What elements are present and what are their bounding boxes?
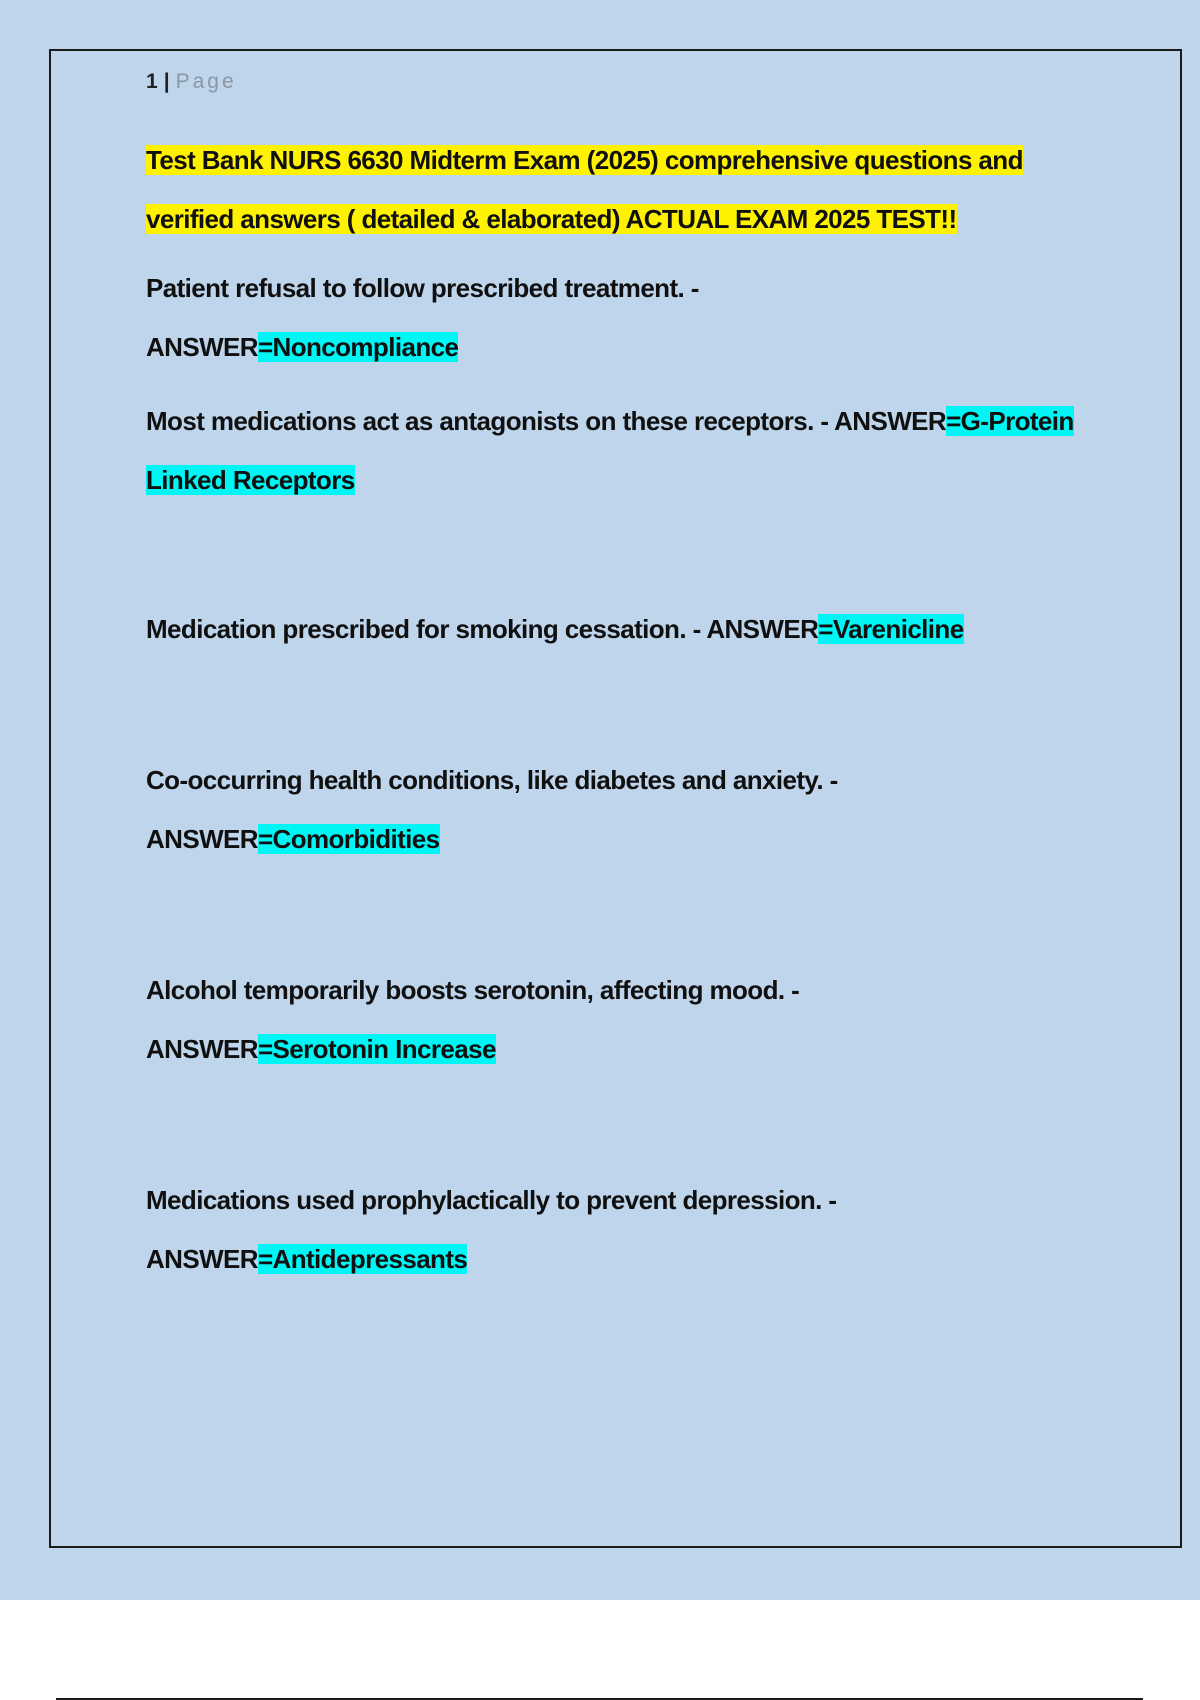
page-number: 1 — [146, 70, 158, 93]
answer-text: =Noncompliance — [257, 332, 459, 362]
answer-prefix: ANSWER — [706, 614, 819, 644]
question-text: Most medications act as antagonists on these receptors. - — [146, 406, 829, 436]
answer-text: =Antidepressants — [257, 1244, 468, 1274]
question-text: Alcohol temporarily boosts serotonin, affecting mood. - — [146, 975, 800, 1005]
question-text: Patient refusal to follow prescribed treatment. - — [146, 273, 699, 303]
document-title — [146, 131, 1090, 249]
answer-text: =Varenicline — [818, 614, 964, 644]
qa-item-3 — [146, 600, 1090, 659]
answer-text: =G-Protein Linked Receptors — [146, 406, 1074, 495]
answer-text: =Serotonin Increase — [257, 1034, 496, 1064]
qa-item-2 — [146, 392, 1090, 510]
answer-prefix: ANSWER — [146, 1034, 258, 1064]
qa-item-5 — [146, 961, 1090, 1079]
question-text: Medication prescribed for smoking cessation. - — [146, 614, 701, 644]
page-header — [146, 70, 1090, 103]
title-highlight: Test Bank NURS 6630 Midterm Exam (2025) comprehensive questions and verified answers ( detailed & elaborated) ACTUAL EXAM 2025 TEST!! — [146, 145, 1023, 234]
answer-prefix: ANSWER — [834, 406, 947, 436]
answer-prefix: ANSWER — [146, 824, 258, 854]
question-text: Medications used prophylactically to prevent depression. - — [146, 1185, 837, 1215]
qa-item-1 — [146, 259, 1090, 377]
answer-prefix: ANSWER — [146, 1244, 258, 1274]
page-content — [146, 70, 1090, 1289]
question-text: Co-occurring health conditions, like diabetes and anxiety. - — [146, 765, 838, 795]
header-separator: | — [163, 70, 170, 93]
answer-text: =Comorbidities — [257, 824, 440, 854]
page-label: Page — [175, 70, 237, 93]
qa-item-4 — [146, 751, 1090, 869]
qa-item-6 — [146, 1171, 1090, 1289]
answer-prefix: ANSWER — [146, 332, 258, 362]
